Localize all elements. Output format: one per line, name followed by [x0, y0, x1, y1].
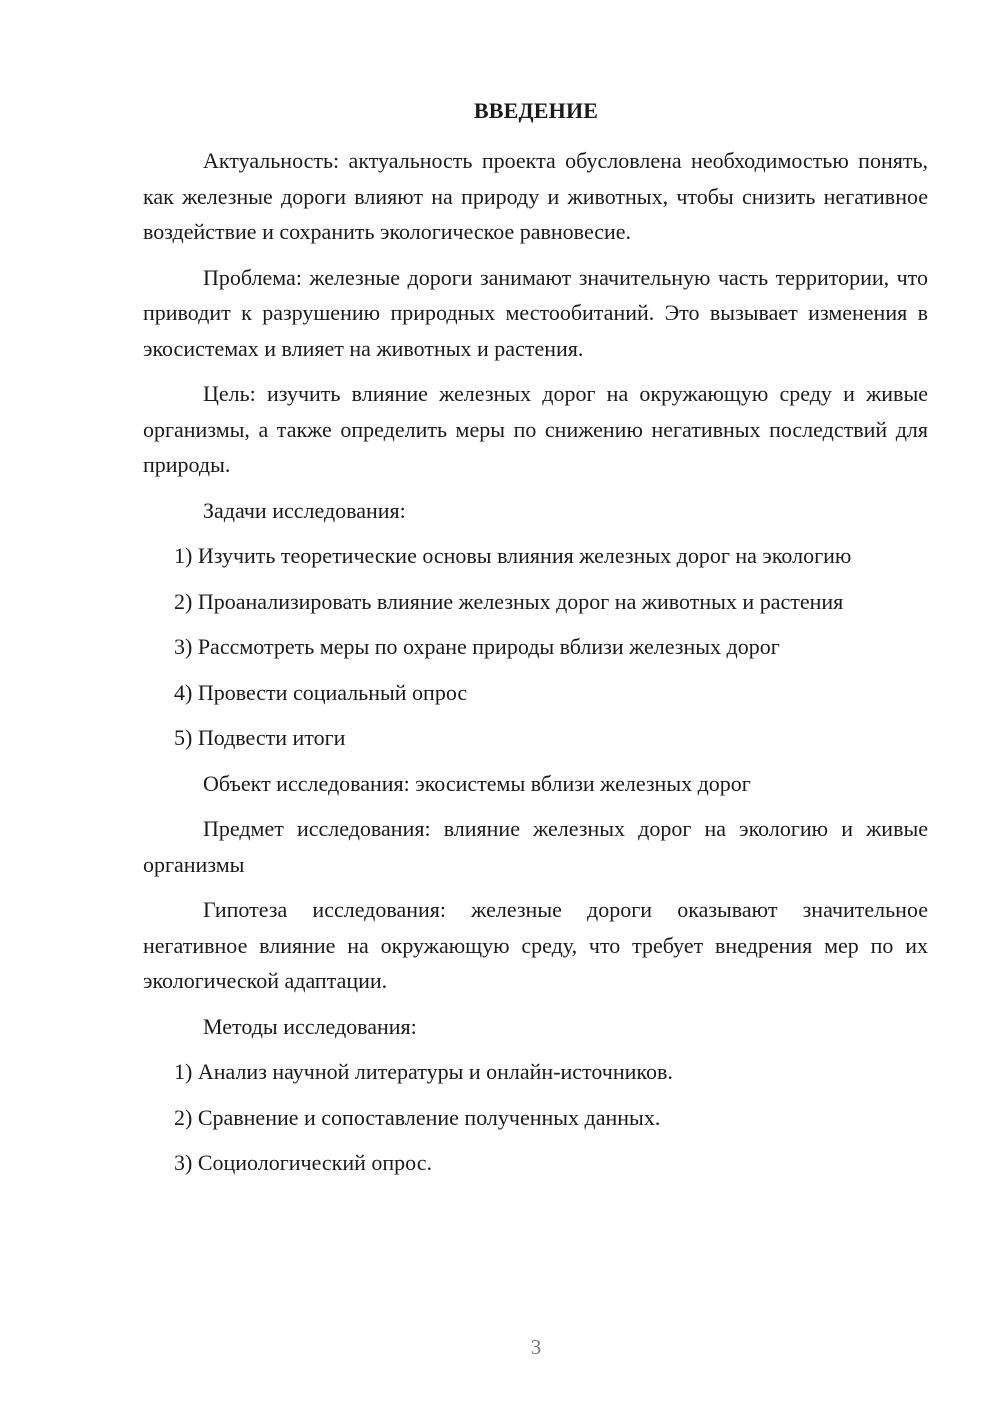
task-item-2: 2) Проанализировать влияние железных дорог на животных и растения	[174, 588, 844, 614]
problem-paragraph: Проблема: железные дороги занимают значительную часть территории, что приводит к разрушению природных местообитаний. Это вызывает изменения в экосистемах и влияет на животных и растения.	[143, 264, 928, 361]
page-title: ВВЕДЕНИЕ	[473, 98, 599, 123]
subject-paragraph: Предмет исследования: влияние железных дорог на экологию и живые организмы	[143, 816, 928, 877]
page-number: 3	[530, 1335, 542, 1359]
goal-paragraph: Цель: изучить влияние железных дорог на окружающую среду и живые организмы, а также определить меры по снижению негативных последствий для природы.	[143, 381, 928, 477]
task-item-4: 4) Провести социальный опрос	[174, 679, 468, 705]
method-item-1: 1) Анализ научной литературы и онлайн-источников.	[174, 1059, 673, 1084]
task-item-1: 1) Изучить теоретические основы влияния железных дорог на экологию	[174, 543, 852, 568]
methods-heading: Методы исследования:	[203, 1013, 417, 1039]
tasks-heading: Задачи исследования:	[203, 497, 406, 523]
document-body	[143, 143, 928, 1191]
method-item-3: 3) Социологический опрос.	[174, 1150, 432, 1175]
task-item-5: 5) Подвести итоги	[174, 725, 346, 750]
object-paragraph: Объект исследования: экосистемы вблизи железных дорог	[203, 770, 751, 796]
task-item-3: 3) Рассмотреть меры по охране природы вблизи железных дорог	[174, 634, 780, 659]
relevance-paragraph: Актуальность: актуальность проекта обусловлена необходимостью понять, как железные дороги влияют на природу и животных, чтобы снизить негативное воздействие и сохранить экологическое равновесие.	[143, 148, 928, 244]
method-item-2: 2) Сравнение и сопоставление полученных данных.	[174, 1104, 661, 1130]
hypothesis-paragraph: Гипотеза исследования: железные дороги оказывают значительное негативное влияние на окружающую среду, что требует внедрения мер по их экологической адаптации.	[143, 897, 928, 993]
